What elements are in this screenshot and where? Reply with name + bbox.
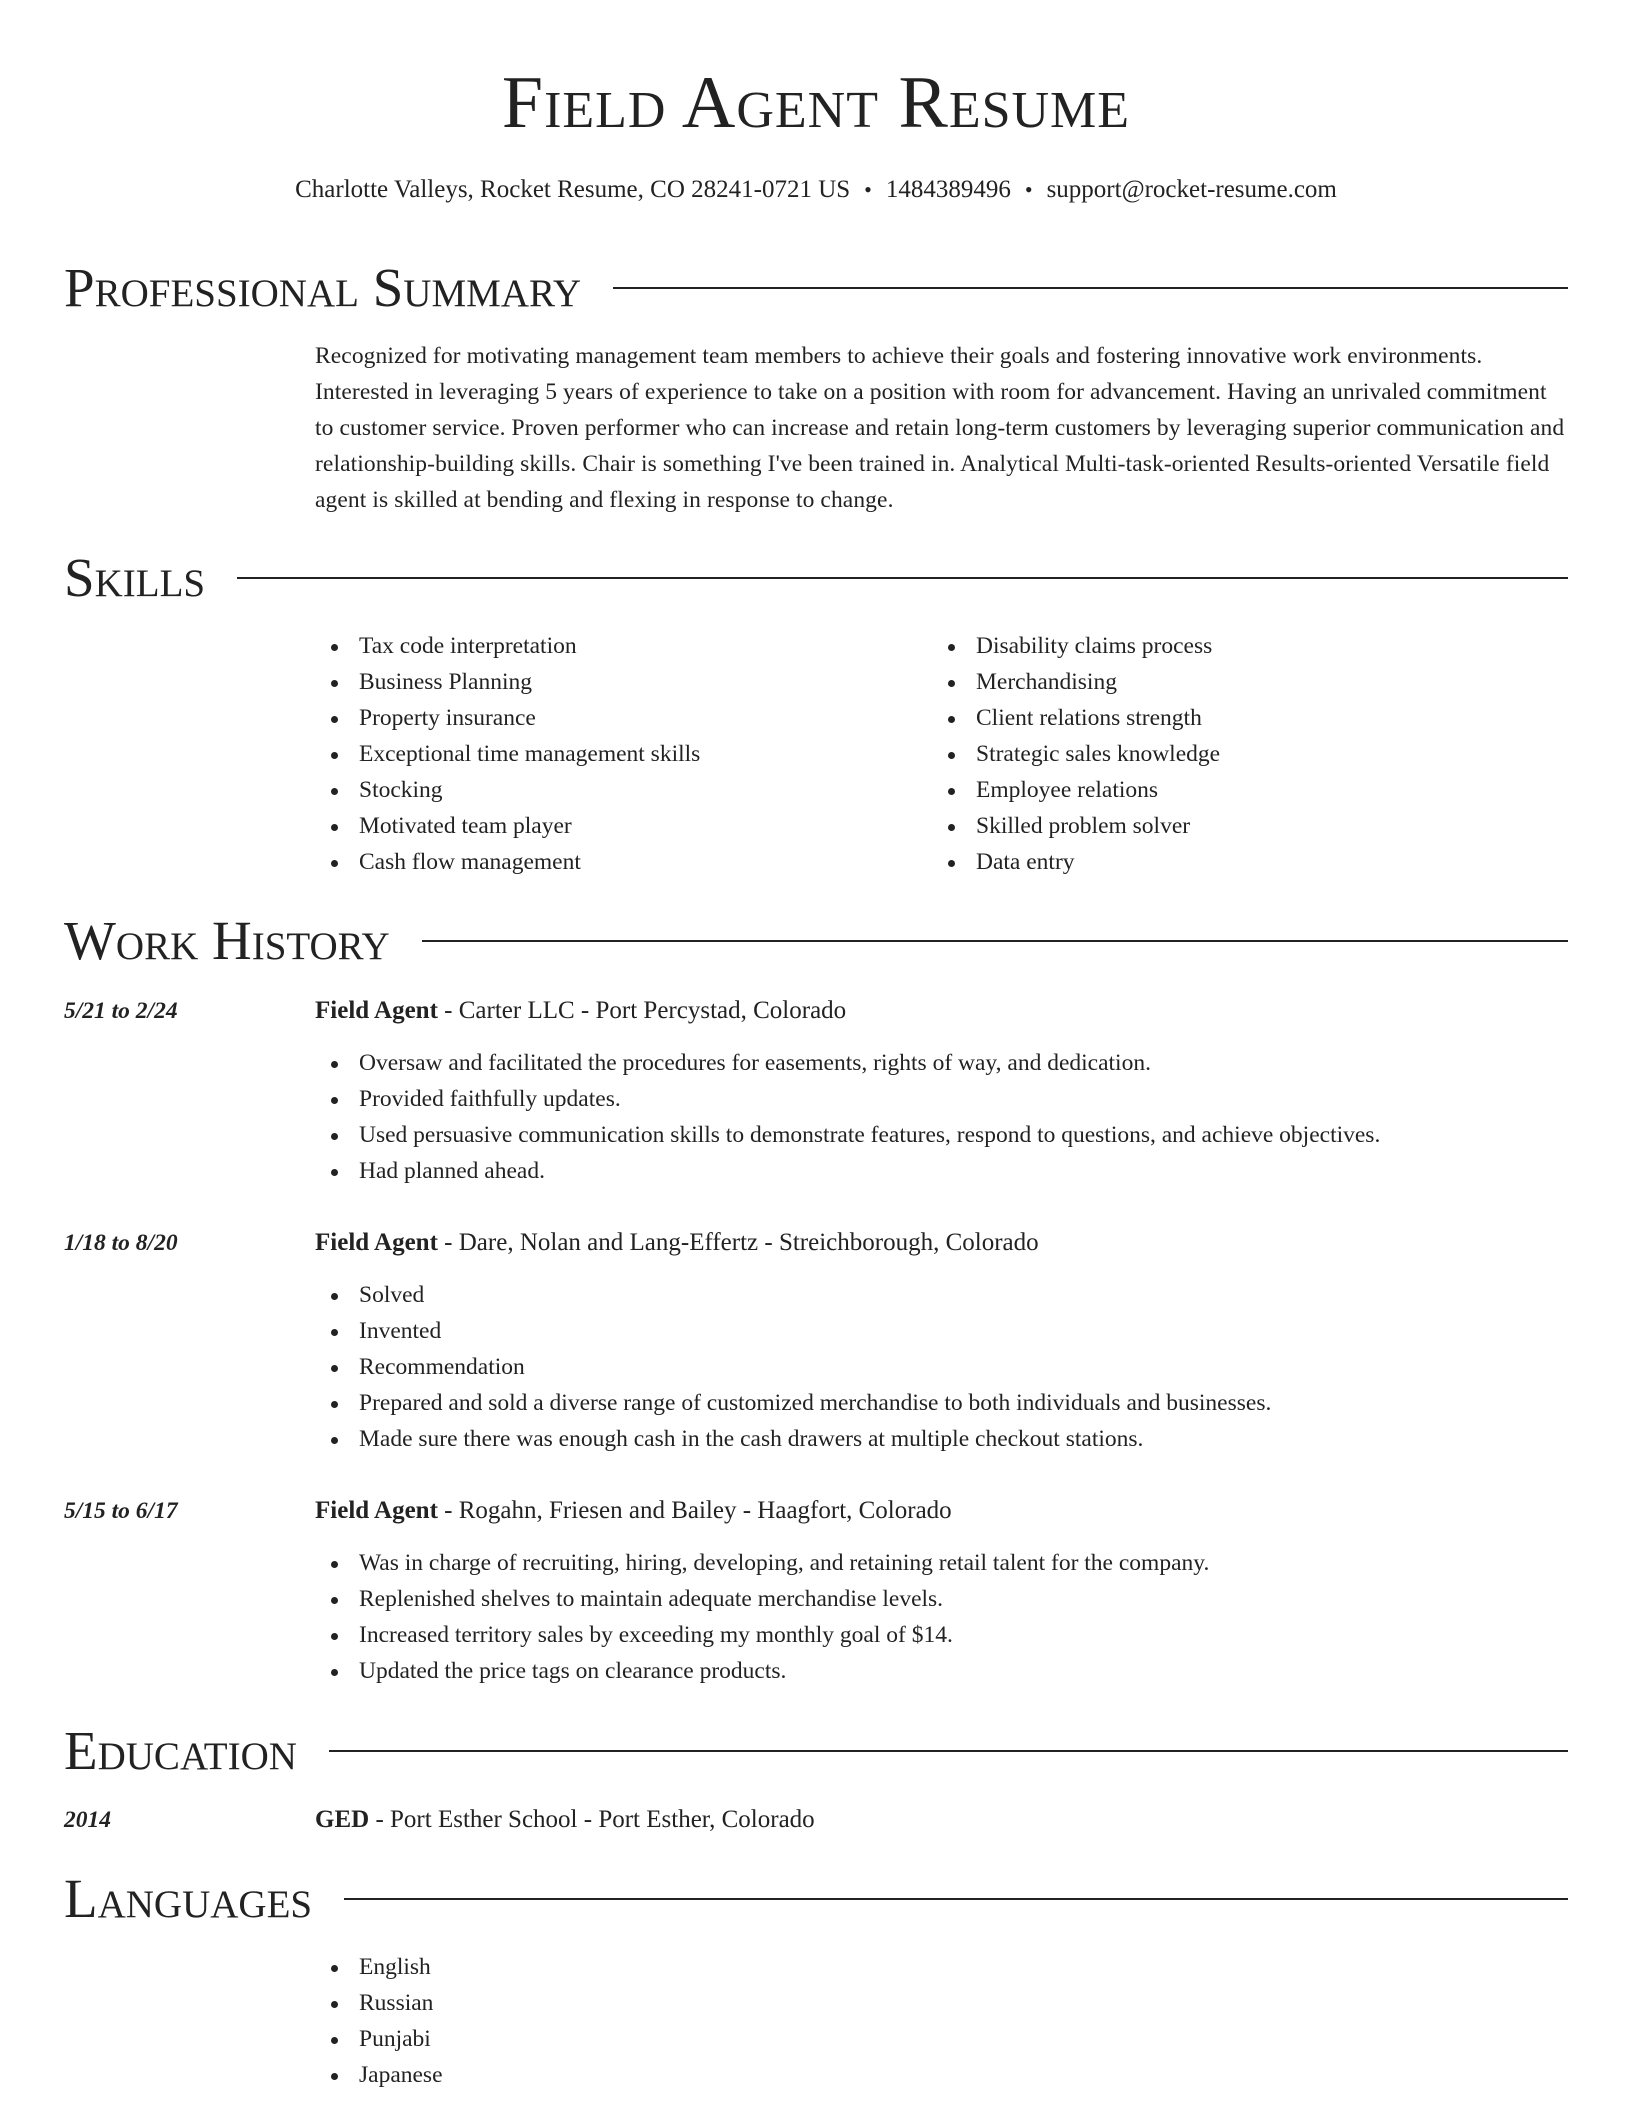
job-bullets [315, 1277, 1568, 1457]
summary-section-header [64, 256, 1568, 320]
education-entry [315, 1802, 1568, 1838]
job-details: - Rogahn, Friesen and Bailey - Haagfort, Colorado [437, 1497, 952, 1524]
skill-item: Tax code interpretation [315, 628, 932, 664]
skill-item: Data entry [932, 844, 1549, 880]
contact-phone: 1484389496 [885, 176, 1011, 203]
education-year: 2014 [64, 1807, 111, 1833]
education-degree: GED [315, 1806, 370, 1833]
job-title: Field Agent [315, 997, 438, 1024]
skill-item: Business Planning [315, 664, 932, 700]
section-divider [422, 940, 1568, 942]
skill-item: Cash flow management [315, 844, 932, 880]
summary-text: Recognized for motivating management team members to achieve their goals and fostering innovative work environments. Interested in leveraging 5 years of experience to take on a position with room for advancement. Having an unrivaled commitment to customer service. Proven performer who can increase and retain long-term customers by leveraging superior communication and relationship-building skills. Chair is something I've been trained in. Analytical Multi-task-oriented Results-oriented Versatile field agent is skilled at bending and flexing in response to change. [315, 343, 1565, 513]
job-bullet-item: Invented [315, 1313, 1568, 1349]
summary-heading: Professional Summary [64, 257, 582, 318]
skills-list [315, 628, 1568, 880]
job-bullet-item: Used persuasive communication skills to demonstrate features, respond to questions, and achieve objectives. [315, 1117, 1568, 1153]
section-divider [237, 577, 1568, 579]
skill-item: Employee relations [932, 772, 1549, 808]
skills-heading: Skills [64, 547, 206, 608]
language-item: Japanese [315, 2057, 1568, 2093]
job-title: Field Agent [315, 1229, 438, 1256]
languages-heading: Languages [64, 1868, 313, 1929]
job-bullet-item: Replenished shelves to maintain adequate merchandise levels. [315, 1581, 1568, 1617]
language-item: Punjabi [315, 2021, 1568, 2057]
job-bullets [315, 1545, 1568, 1689]
job-bullet-item: Was in charge of recruiting, hiring, developing, and retaining retail talent for the company. [315, 1545, 1568, 1581]
work-section-header [64, 909, 1568, 973]
skill-item: Disability claims process [932, 628, 1549, 664]
job-bullet-item: Had planned ahead. [315, 1153, 1568, 1189]
contact-line [64, 172, 1568, 208]
job-bullet-item: Oversaw and facilitated the procedures for easements, rights of way, and dedication. [315, 1045, 1568, 1081]
language-item: English [315, 1949, 1568, 1985]
skill-item: Property insurance [315, 700, 932, 736]
job-bullet-item: Solved [315, 1277, 1568, 1313]
job-header [315, 993, 1568, 1029]
section-divider [329, 1750, 1568, 1752]
resume-title: Field Agent Resume [501, 62, 1131, 144]
contact-email: support@rocket-resume.com [1046, 176, 1337, 203]
job-bullet-item: Updated the price tags on clearance products. [315, 1653, 1568, 1689]
contact-separator: • [864, 177, 872, 202]
section-divider [613, 287, 1568, 289]
job-bullet-item: Provided faithfully updates. [315, 1081, 1568, 1117]
skill-item: Stocking [315, 772, 932, 808]
education-details: - Port Esther School - Port Esther, Colorado [369, 1806, 815, 1833]
contact-address: Charlotte Valleys, Rocket Resume, CO 28241-0721 US [295, 176, 851, 203]
skill-item: Merchandising [932, 664, 1549, 700]
job-bullet-item: Made sure there was enough cash in the cash drawers at multiple checkout stations. [315, 1421, 1568, 1457]
job-details: - Carter LLC - Port Percystad, Colorado [437, 997, 847, 1024]
languages-section-header [64, 1867, 1568, 1931]
skill-item: Motivated team player [315, 808, 932, 844]
contact-separator: • [1024, 177, 1033, 202]
skills-section-header [64, 546, 1568, 610]
job-bullets [315, 1045, 1568, 1189]
education-heading: Education [64, 1720, 297, 1781]
job-details: - Dare, Nolan and Lang-Effertz - Streichborough, Colorado [437, 1229, 1039, 1256]
job-dates: 5/15 to 6/17 [64, 1498, 178, 1524]
job-bullet-item: Prepared and sold a diverse range of customized merchandise to both individuals and businesses. [315, 1385, 1568, 1421]
skills-left-column [315, 628, 932, 880]
job-header [315, 1225, 1568, 1261]
skill-item: Exceptional time management skills [315, 736, 932, 772]
language-item: Russian [315, 1985, 1568, 2021]
job-header [315, 1493, 1568, 1529]
skill-item: Client relations strength [932, 700, 1549, 736]
job-dates: 5/21 to 2/24 [64, 998, 178, 1024]
skills-right-column [932, 628, 1549, 880]
section-divider [344, 1898, 1568, 1900]
work-heading: Work History [64, 910, 390, 971]
education-section-header [64, 1719, 1568, 1783]
skill-item: Skilled problem solver [932, 808, 1549, 844]
job-title: Field Agent [315, 1497, 438, 1524]
job-dates: 1/18 to 8/20 [64, 1230, 178, 1256]
skill-item: Strategic sales knowledge [932, 736, 1549, 772]
job-bullet-item: Recommendation [315, 1349, 1568, 1385]
job-bullet-item: Increased territory sales by exceeding my monthly goal of $14. [315, 1617, 1568, 1653]
languages-list [315, 1949, 1568, 2093]
